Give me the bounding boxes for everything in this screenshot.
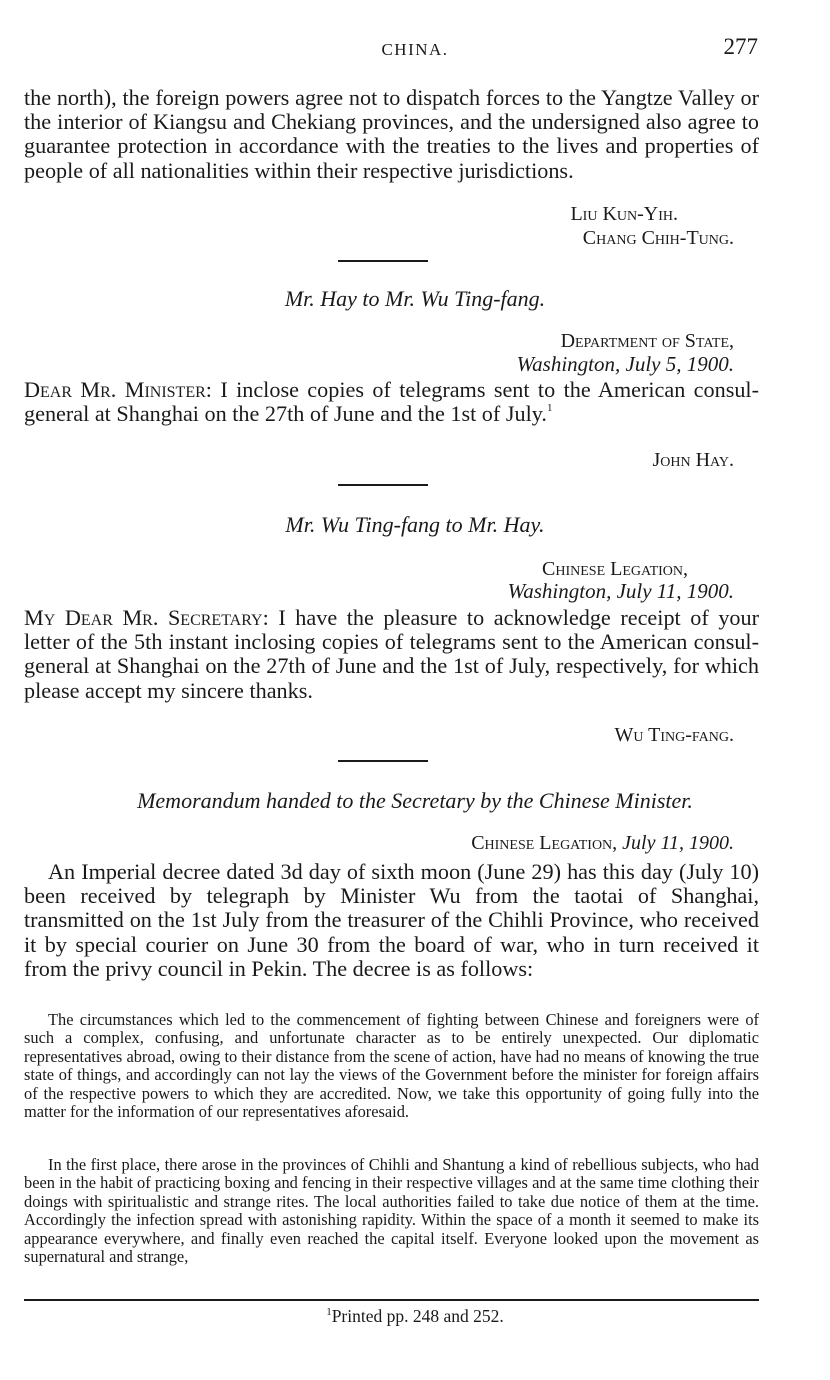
letter2-heading: Mr. Wu Ting-fang to Mr. Hay. [285,512,545,537]
letter1-signature: John Hay. [652,449,734,471]
section-divider [338,484,428,486]
page-number: 277 [723,34,758,59]
letter2-place: Chinese Legation, [542,558,688,580]
memo-place: Chinese Legation, [471,832,618,854]
footnote-text: Printed pp. 248 and 252. [331,1306,504,1326]
letter2-salutation: My Dear Mr. Secretary: [24,605,269,630]
decree-paragraph-1: The circumstances which led to the commencement of fighting between Chinese and foreigners were of such a complex, confusing, and unfortunate character as to be entirely unexpected. Our diplomatic representatives abroad, owing to their distance from the scene of action, have had no means of knowing the true state of things, and accordingly can not lay the views of the Government before the minister for foreign affairs of the respective powers to which they are accredited. Now, we take this opportunity of going fully into the matter for the information of our representatives aforesaid. [24,1010,759,1122]
letter1-date: Washington, July 5, 1900. [516,352,734,376]
footnote [0,1306,830,1327]
letter1-place: Department of State, [560,330,734,352]
footnote-marker: 1 [546,402,553,415]
memo-intro: An Imperial decree dated 3d day of sixth moon (June 29) has this day (July 10) been received by telegraph by Minister Wu from the taotai of Shanghai, transmitted on the 1st July from the treasurer of the Chihli Province, who received it by special courier on June 30 from the board of war, who in turn received it from the privy council in Pekin. The decree is as follows: [24,859,759,981]
decree-paragraph-2: In the first place, there arose in the provinces of Chihli and Shantung a kind of rebellious subjects, who had been in the habit of practicing boxing and fencing in their respective villages and at the same time clothing their doings with spiritualistic and strange rites. The local authorities failed to take due notice of them at the time. Accordingly the infection spread with astonishing rapidity. Within the space of a month it seemed to make its appearance everywhere, and finally even reached the capital itself. Everyone looked upon the movement as supernatural and strange, [24,1155,759,1267]
footnote-number: 1 [326,1306,332,1318]
memo-heading: Memorandum handed to the Secretary by the Chinese Minister. [137,788,693,813]
letter2-date: Washington, July 11, 1900. [507,579,734,603]
letter2-text: I have the pleasure to acknowledge receipt of your letter of the 5th instant inclosing copies of telegrams sent to the American consul-general at Shanghai on the 27th of June and the 1st of July, respectively, for which please accept my sincere thanks. [24,605,759,703]
section-divider [338,760,428,762]
letter2-body [24,606,759,703]
memo-date: July 11, 1900. [622,832,734,854]
signature-chang: Chang Chih-Tung. [582,227,734,249]
letter1-heading: Mr. Hay to Mr. Wu Ting-fang. [284,286,546,311]
memo-dateline [471,832,734,855]
signature-liu: Liu Kun-Yih. [570,203,678,225]
letter1-body [24,378,759,426]
running-header-title: CHINA. [381,40,449,59]
letter2-signature: Wu Ting-fang. [614,724,734,746]
section-divider [338,260,428,262]
footnote-rule [24,1299,759,1301]
continuation-paragraph: the north), the foreign powers agree not to dispatch forces to the Yangtze Valley or the interior of Kiangsu and Chekiang provinces, and the undersigned also agree to guarantee protection in accordance with the treaties to the lives and properties of people of all nationalities within their respective jurisdictions. [24,85,759,183]
letter1-text: I inclose copies of telegrams sent to the American consul-general at Shanghai on the 27th of June and the 1st of July. [24,377,759,427]
letter1-salutation: Dear Mr. Minister: [24,377,212,402]
